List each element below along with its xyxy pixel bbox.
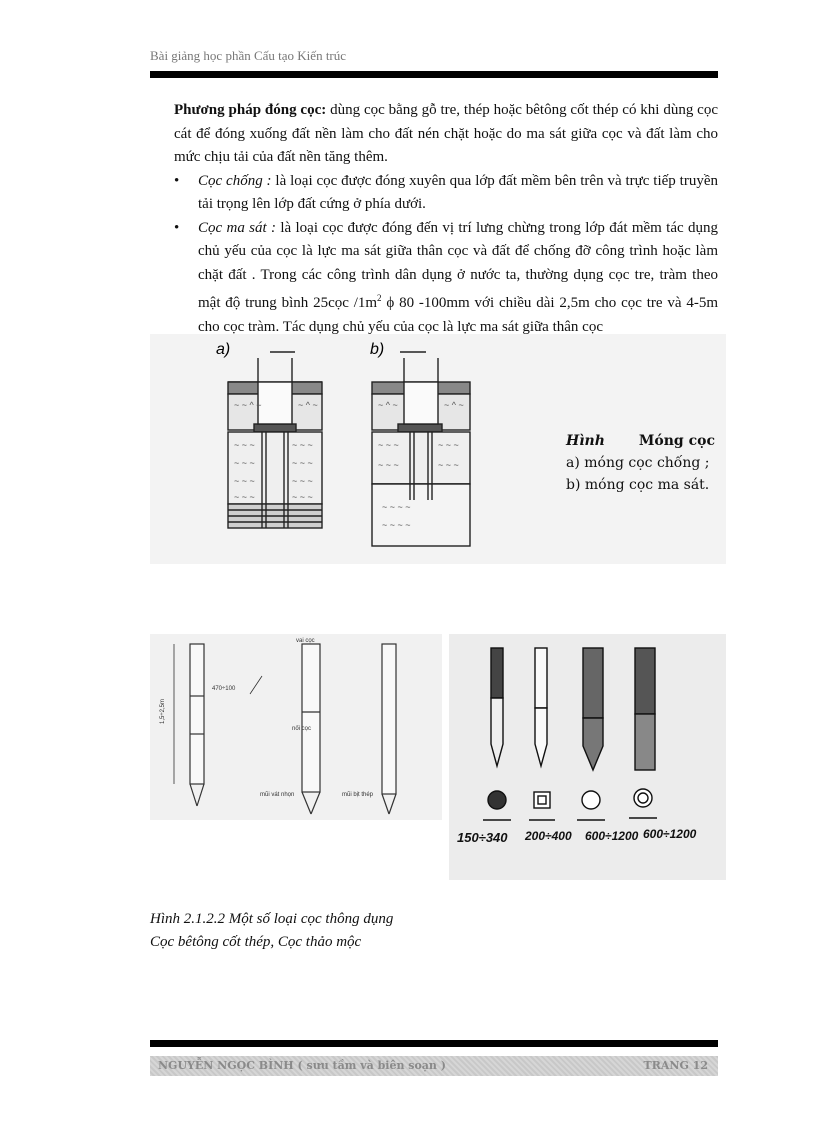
label-tip-bevel: mũi vát nhọn — [260, 792, 295, 798]
label-length: 1,5÷2,5m — [160, 699, 166, 724]
running-header: Bài giảng học phần Cấu tạo Kiến trúc — [150, 48, 347, 63]
term-end-bearing: Cọc chống : — [198, 172, 272, 189]
caption-title: Móng cọc — [638, 433, 715, 449]
bullet-end-bearing-pile — [174, 170, 718, 217]
svg-text:~ ^ ~: ~ ^ ~ — [444, 400, 464, 410]
superscript-2: 2 — [377, 293, 382, 303]
label-tip-steel: mũi bịt thép — [342, 792, 374, 798]
end-bearing-text: là loại cọc được đóng xuyên qua lớp đất mềm bên trên và trực tiếp truyền tải trọng lên lớp đất cứng ở phía dưới. — [198, 172, 718, 212]
method-heading: Phương pháp đóng cọc: — [174, 102, 327, 118]
size-label-1: 150÷340 — [457, 830, 508, 845]
svg-text:~ ~ ~: ~ ~ ~ — [234, 458, 255, 468]
size-label-3: 600÷1200 — [585, 829, 639, 843]
bullet-friction-pile — [174, 217, 718, 340]
paragraph-method — [174, 99, 718, 170]
svg-text:~ ~ ~: ~ ~ ~ — [234, 476, 255, 486]
caption-line-1: Hình 2.1.2.2 Một số loại cọc thông dụng — [150, 911, 394, 927]
page-number: TRANG 12 — [643, 1059, 708, 1072]
figure1-caption — [566, 430, 715, 496]
svg-text:~ ~ ~: ~ ~ ~ — [292, 440, 313, 450]
svg-text:~ ~ ~: ~ ~ ~ — [438, 440, 459, 450]
footer-rule — [150, 1040, 718, 1047]
figure-timber-piles — [449, 634, 726, 880]
concrete-piles-drawing — [150, 634, 442, 820]
label-a: a) — [216, 341, 231, 358]
figure-caption — [150, 908, 393, 954]
svg-text:~ ~ ~: ~ ~ ~ — [438, 460, 459, 470]
caption-line-a: a) móng cọc chống ; — [566, 455, 710, 471]
friction-text-a: là loại cọc được đóng đến vị trí lưng chừng trong lớp đát mềm tác dụng chủ yếu của cọc là lực ma sát giữa thân cọc và đất để chống đỡ công trình hoặc làm chặt đất . Trong các công trình dân dụng ở nước ta, thường dụng cọc tre, tràm theo mật độ trung bình 25cọc /1m — [198, 219, 718, 311]
svg-text:~ ^ ~: ~ ^ ~ — [298, 400, 318, 410]
header-rule — [150, 71, 718, 78]
svg-text:~ ~ ~: ~ ~ ~ — [234, 492, 255, 502]
svg-text:~ ~ ~: ~ ~ ~ — [292, 476, 313, 486]
running-footer — [150, 1056, 718, 1076]
term-friction: Cọc ma sát : — [198, 219, 276, 236]
svg-text:~ ~ ~: ~ ~ ~ — [234, 440, 255, 450]
caption-word: Hình — [566, 433, 605, 449]
caption-line-2: Cọc bêtông cốt thép, Cọc thảo mộc — [150, 934, 362, 950]
caption-line-b: b) móng cọc ma sát. — [566, 477, 710, 493]
svg-text:~ ~ ~: ~ ~ ~ — [292, 458, 313, 468]
figure-concrete-piles — [150, 634, 442, 820]
size-label-2: 200÷400 — [525, 829, 572, 843]
body-text — [174, 99, 718, 339]
svg-text:~ ~ ~ ~: ~ ~ ~ ~ — [382, 502, 411, 512]
svg-text:~ ~ ~: ~ ~ ~ — [292, 492, 313, 502]
svg-text:~ ~ ~: ~ ~ ~ — [378, 460, 399, 470]
friction-text-b: ϕ 80 -100mm với chiều dài 2,5m cho cọc tre và 4-5m cho cọc tràm. Tác dụng chủ yếu của cọc là lực ma sát giữa thân cọc — [198, 295, 718, 335]
size-label-4: 600÷1200 — [643, 827, 697, 841]
footer-author: NGUYỄN NGỌC BÌNH ( sưu tầm và biên soạn ) — [158, 1059, 446, 1072]
label-pile-cap: vai cọc — [296, 638, 315, 644]
svg-text:~ ~ ~: ~ ~ ~ — [378, 440, 399, 450]
label-b: b) — [370, 341, 385, 358]
svg-text:~ ~ ~ ~: ~ ~ ~ ~ — [382, 520, 411, 530]
method-text: dùng cọc bằng gỗ tre, thép hoặc bêtông cốt thép có khi dùng cọc cát để đóng xuống đất nền làm cho đất nén chặt hoặc do ma sát giữa cọc và đất làm cho mức chịu tải của đất nền tăng thêm. — [174, 102, 718, 165]
figure-pile-foundation — [150, 334, 726, 564]
timber-piles-drawing — [449, 634, 726, 880]
svg-text:~ ~ ^ ~: ~ ~ ^ ~ — [234, 400, 262, 410]
label-joint: nối cọc — [292, 726, 312, 732]
svg-text:~ ^ ~: ~ ^ ~ — [378, 400, 398, 410]
label-dimension: 470÷100 — [212, 686, 236, 692]
